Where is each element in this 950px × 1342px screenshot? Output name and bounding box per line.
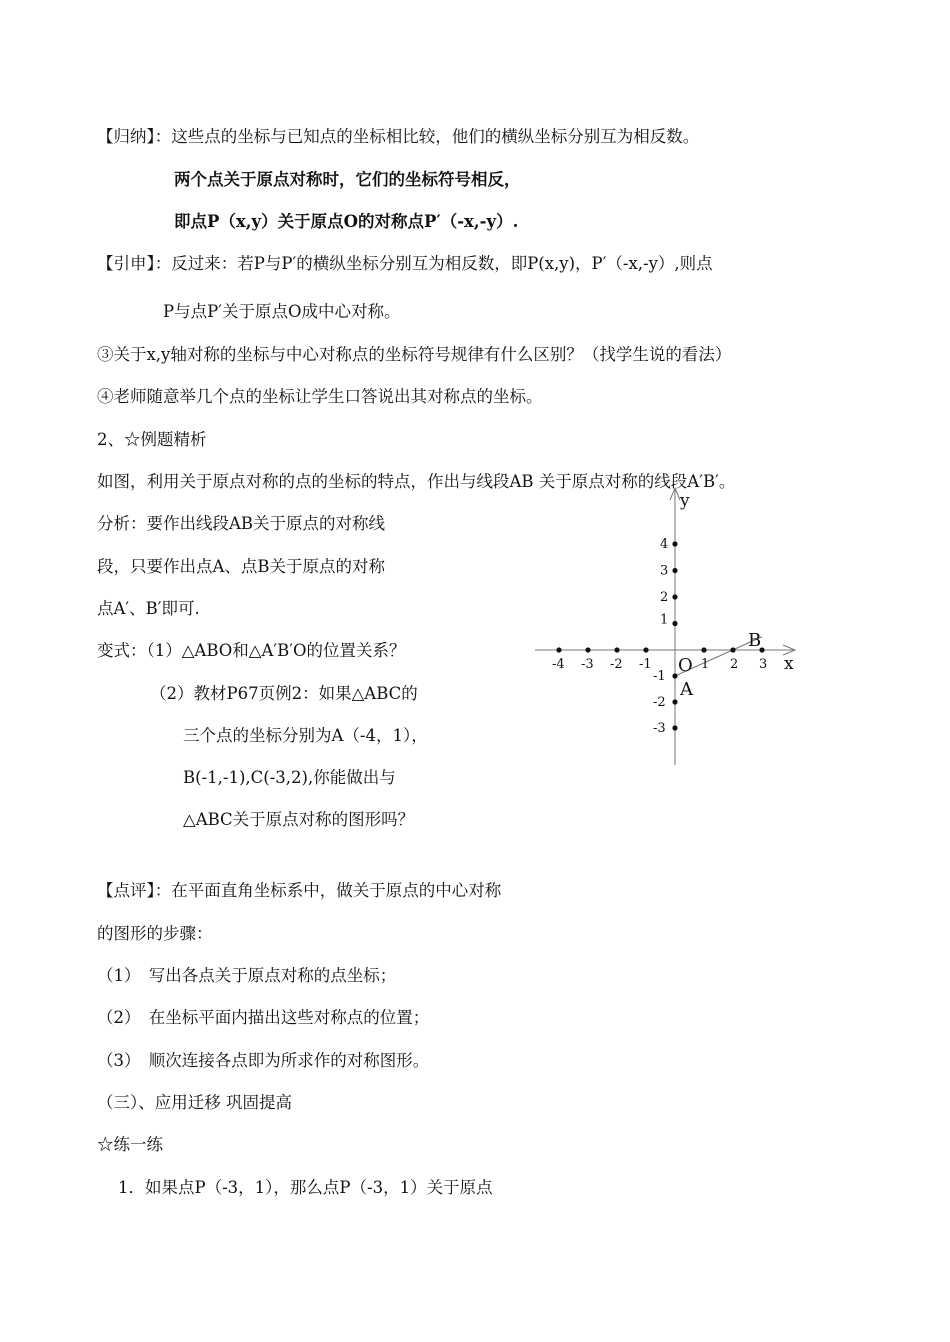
y-tick-label: 3: [660, 563, 669, 579]
y-tick-label: -3: [653, 721, 666, 736]
point-a-label: A: [680, 679, 693, 700]
analysis-line-2: 段，只要作出点A、点B关于原点的对称: [97, 557, 386, 576]
summary-rule-2: 即点P（x,y）关于原点O的对称点P′（-x,-y）.: [174, 212, 519, 231]
x-tick-label: -1: [639, 657, 652, 672]
x-tick-dot: [614, 647, 619, 652]
y-tick-dot: [672, 725, 677, 730]
practice-item-1: 1．如果点P（-3，1），那么点P（-3，1）关于原点: [118, 1178, 493, 1197]
practice-heading: ☆练一练: [97, 1135, 163, 1154]
analysis-line-1: 分析：要作出线段AB关于原点的对称线: [97, 514, 386, 533]
coordinate-figure: [530, 480, 810, 775]
x-tick-label: -3: [581, 657, 594, 672]
comment-step-3: （3） 顺次连接各点即为所求作的对称图形。: [97, 1051, 430, 1070]
variant-2-line-a: （2）教材P67页例2：如果△ABC的: [150, 684, 418, 703]
y-tick-dot: [672, 699, 677, 704]
x-tick-dot: [556, 647, 561, 652]
origin-label: O: [678, 655, 693, 676]
section-3-heading: （三）、应用迁移 巩固提高: [97, 1093, 292, 1112]
point-b-label: B: [748, 630, 762, 651]
comment-paragraph: [97, 880, 501, 902]
y-tick-label: -2: [653, 695, 666, 710]
y-tick-label: 4: [660, 537, 669, 552]
y-tick-dot: [672, 594, 677, 599]
variant-2-line-d: △ABC关于原点对称的图形吗？: [183, 810, 415, 829]
x-tick-dot: [701, 647, 706, 652]
example-prompt: 如图，利用关于原点对称的点的坐标的特点，作出与线段AB 关于原点对称的线段A′B′。: [97, 472, 736, 491]
y-axis-label: y: [680, 491, 690, 511]
comment-step-1: （1） 写出各点关于原点对称的点坐标；: [97, 966, 397, 985]
y-tick-label: 2: [660, 590, 669, 605]
x-tick-label: -2: [610, 657, 623, 672]
variant-2-line-c: B(-1,-1),C(-3,2),你能做出与: [183, 768, 396, 787]
y-tick-label: -1: [653, 669, 666, 684]
y-tick-dot: [672, 568, 677, 573]
y-tick-dot: [672, 621, 677, 626]
x-tick-dot: [643, 647, 648, 652]
comment-line-1: 在平面直角坐标系中，做关于原点的中心对称: [171, 881, 502, 900]
summary-label: 【归纳】：: [97, 127, 172, 146]
extension-label: 【引申】：: [97, 254, 172, 273]
example-heading: 2、☆例题精析: [97, 430, 207, 449]
summary-paragraph: [97, 126, 699, 148]
x-tick-label: 1: [701, 657, 710, 672]
analysis-line-3: 点A′、B′即可.: [97, 599, 200, 618]
y-tick-dot: [672, 541, 677, 546]
question-3: ③关于x,y轴对称的坐标与中心对称点的坐标符号规律有什么区别？（找学生说的看法）: [97, 345, 732, 364]
comment-step-2: （2） 在坐标平面内描出这些对称点的位置；: [97, 1008, 430, 1027]
comment-line-2: 的图形的步骤：: [97, 924, 213, 943]
extension-line-2: P与点P′关于原点O成中心对称。: [163, 302, 401, 321]
x-tick-label: -4: [552, 657, 565, 672]
variant-2-line-b: 三个点的坐标分别为A（-4，1），: [183, 726, 428, 745]
variant-1: 变式：（1）△ABO和△A′B′O的位置关系？: [97, 641, 406, 660]
extension-line-1: 反过来：若P与P′的横纵坐标分别互为相反数，即P(x,y)，P′（-x,-y）,则点: [171, 254, 713, 273]
x-tick-dot: [585, 647, 590, 652]
x-tick-label: 2: [730, 657, 739, 672]
y-tick-dot: [672, 673, 677, 678]
question-4: ④老师随意举几个点的坐标让学生口答说出其对称点的坐标。: [97, 387, 543, 406]
summary-text: 这些点的坐标与已知点的坐标相比较，他们的横纵坐标分别互为相反数。: [171, 127, 700, 146]
comment-label: 【点评】：: [97, 881, 172, 900]
x-tick-dot: [730, 647, 735, 652]
x-axis-label: x: [784, 654, 794, 674]
x-tick-label: 3: [759, 657, 768, 672]
extension-paragraph: [97, 253, 713, 275]
y-tick-label: 1: [660, 612, 669, 628]
summary-rule-1: 两个点关于原点对称时，它们的坐标符号相反，: [174, 170, 521, 189]
